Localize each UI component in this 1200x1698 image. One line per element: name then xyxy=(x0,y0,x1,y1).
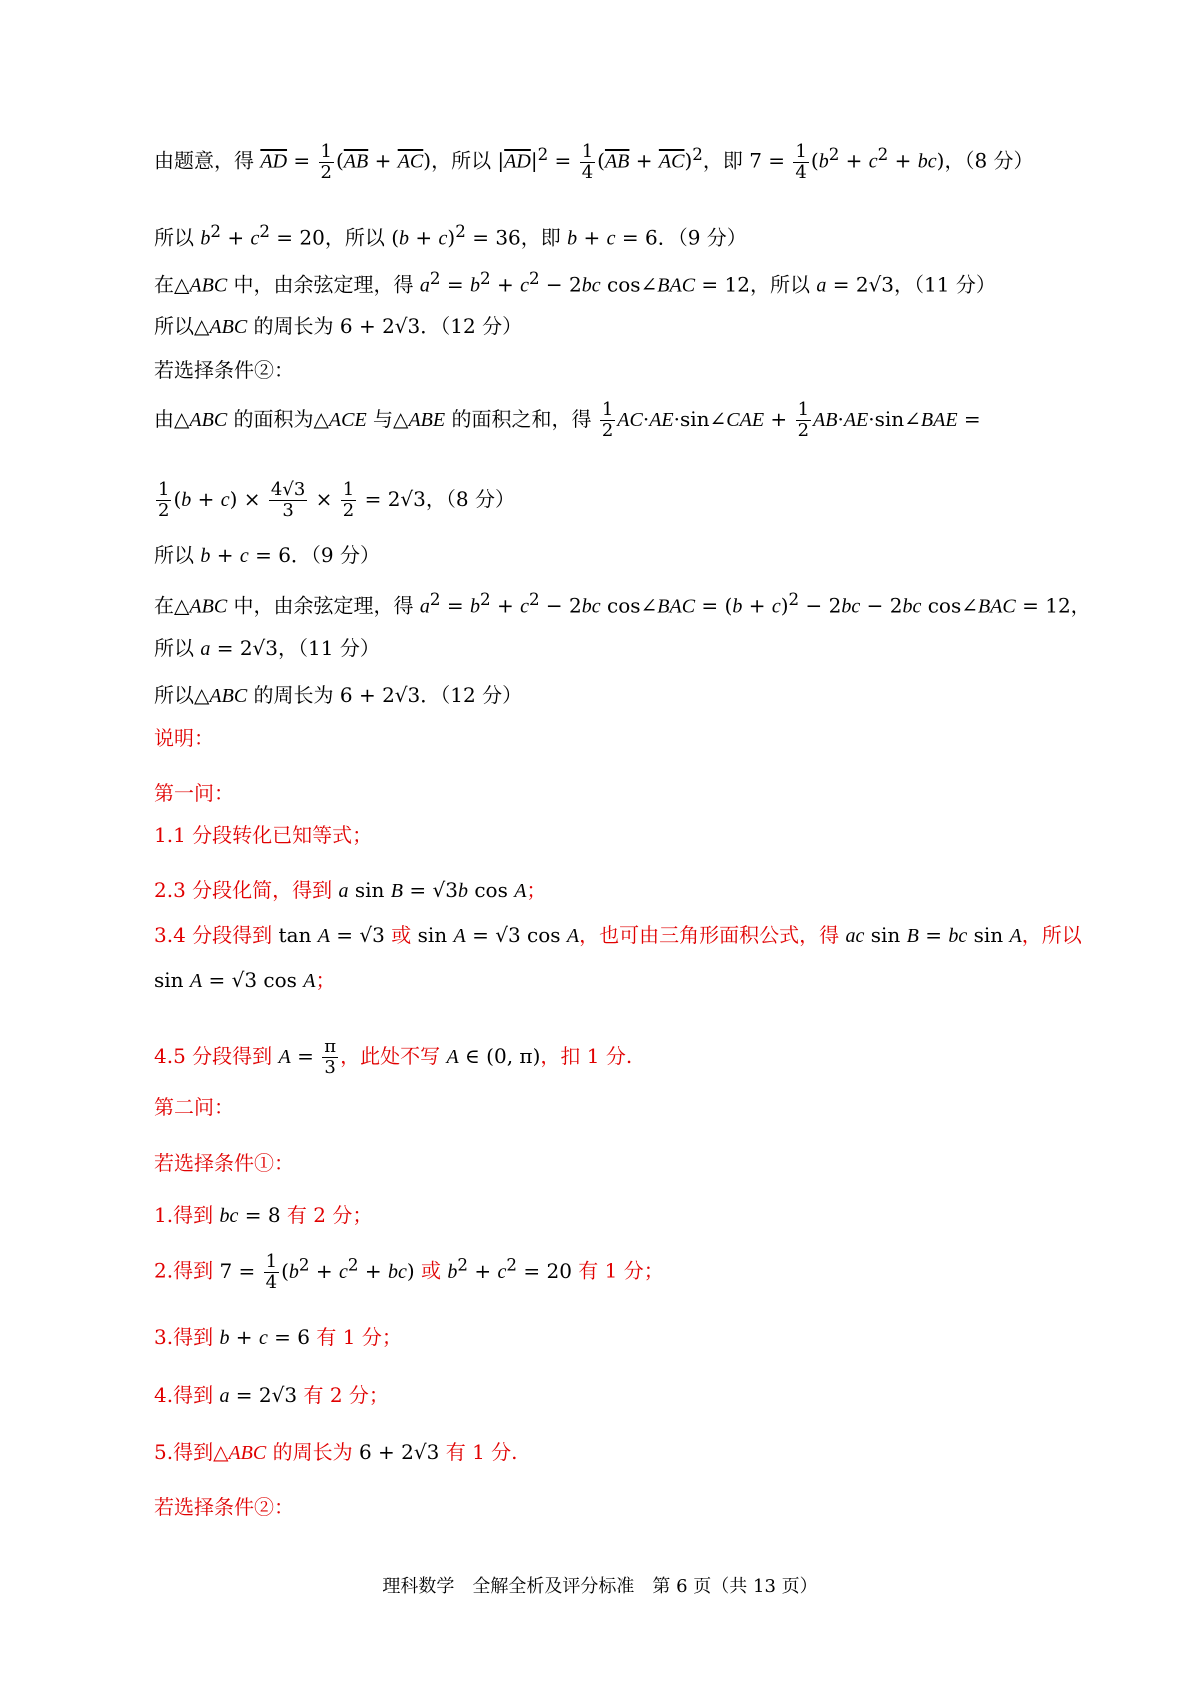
solution-line-5: 若选择条件②： xyxy=(154,358,294,382)
score-item-3: 3.得到 b + c = 6 有 1 分； xyxy=(154,1325,402,1349)
condition-one-heading: 若选择条件①： xyxy=(154,1151,294,1175)
note-line-3: 3.4 分段得到 tan A = √3 或 sin A = √3 cos A，也可由三角形面积公式，得 ac sin B = bc sin A，所以 xyxy=(154,923,1082,947)
solution-line-9: 在△ABC 中，由余弦定理，得 $a^2 = b^2 + c^2 - 2bc$ cos∠BAC = $(b + c)^2 - 2bc - 2bc$ cos∠BAC = 12， xyxy=(154,590,1091,618)
solution-line-6: 由△ABC 的面积为△ACE 与△ABE 的面积之和，得 $\frac{1}{2}$ AC·AE·sin∠CAE + $\frac{1}{2}$ AB·AE·sin∠BAE = xyxy=(154,399,981,441)
note-line-3-cont: sin A = √3 cos A； xyxy=(154,968,336,992)
condition-two-heading: 若选择条件②： xyxy=(154,1495,294,1519)
solution-line-8: 所以 b + c = 6．（9 分） xyxy=(154,543,381,567)
score-item-5: 5.得到△ABC 的周长为 6 + 2√3 有 1 分. xyxy=(154,1440,518,1464)
solution-line-3: 在△ABC 中，由余弦定理，得 $a^2 = b^2 + c^2 - 2bc$ cos∠BAC = 12，所以 a = 2√3，（11 分） xyxy=(154,269,996,297)
part-two-heading: 第二问： xyxy=(154,1095,234,1119)
solution-line-10: 所以 a = 2√3，（11 分） xyxy=(154,636,380,660)
score-item-2: 2.得到 7 = $\frac{1}{4}$ $(b^2 + c^2 + bc)$ 或 $b^2 + c^2 = 20$ 有 1 分； xyxy=(154,1250,664,1293)
notes-heading: 说明： xyxy=(154,726,214,750)
score-item-1: 1.得到 bc = 8 有 2 分； xyxy=(154,1203,373,1227)
score-item-4: 4.得到 a = 2√3 有 2 分； xyxy=(154,1383,389,1407)
solution-line-1: 由题意，得 $\overline{AD}$ = $\frac{1}{2}$ $(\overline{AB} + \overline{AC})$，所以 $|\overline{AD}|^2$ = $\frac{1}{4}$ $(\overline{AB} + \overline{AC})^2$，即 7 = $\frac{1}{4}$ $(b^2 + c^2 + bc)$，（8 分） xyxy=(154,140,1034,183)
solution-line-2: 所以 $b^2 + c^2 = 20$，所以 $(b + c)^2 = 36$，即 b + c = 6．（9 分） xyxy=(154,222,747,250)
solution-line-11: 所以△ABC 的周长为 6 + 2√3．（12 分） xyxy=(154,683,523,707)
note-line-2: 2.3 分段化简，得到 a sin B = √3b cos A； xyxy=(154,878,547,902)
page-footer: 理科数学 全解全析及评分标准 第 6 页（共 13 页） xyxy=(382,1576,818,1597)
note-line-1: 1.1 分段转化已知等式； xyxy=(154,823,373,847)
solution-line-4: 所以△ABC 的周长为 6 + 2√3．（12 分） xyxy=(154,314,523,338)
note-line-4: 4.5 分段得到 A = $\frac{\pi}{3}$ ，此处不写 A ∈ (0, π)，扣 1 分. xyxy=(154,1036,633,1078)
part-one-heading: 第一问： xyxy=(154,781,234,805)
solution-line-7: $\frac{1}{2}$ (b + c) × $\frac{4√3}{3}$ × $\frac{1}{2}$ = 2√3，（8 分） xyxy=(158,479,515,521)
